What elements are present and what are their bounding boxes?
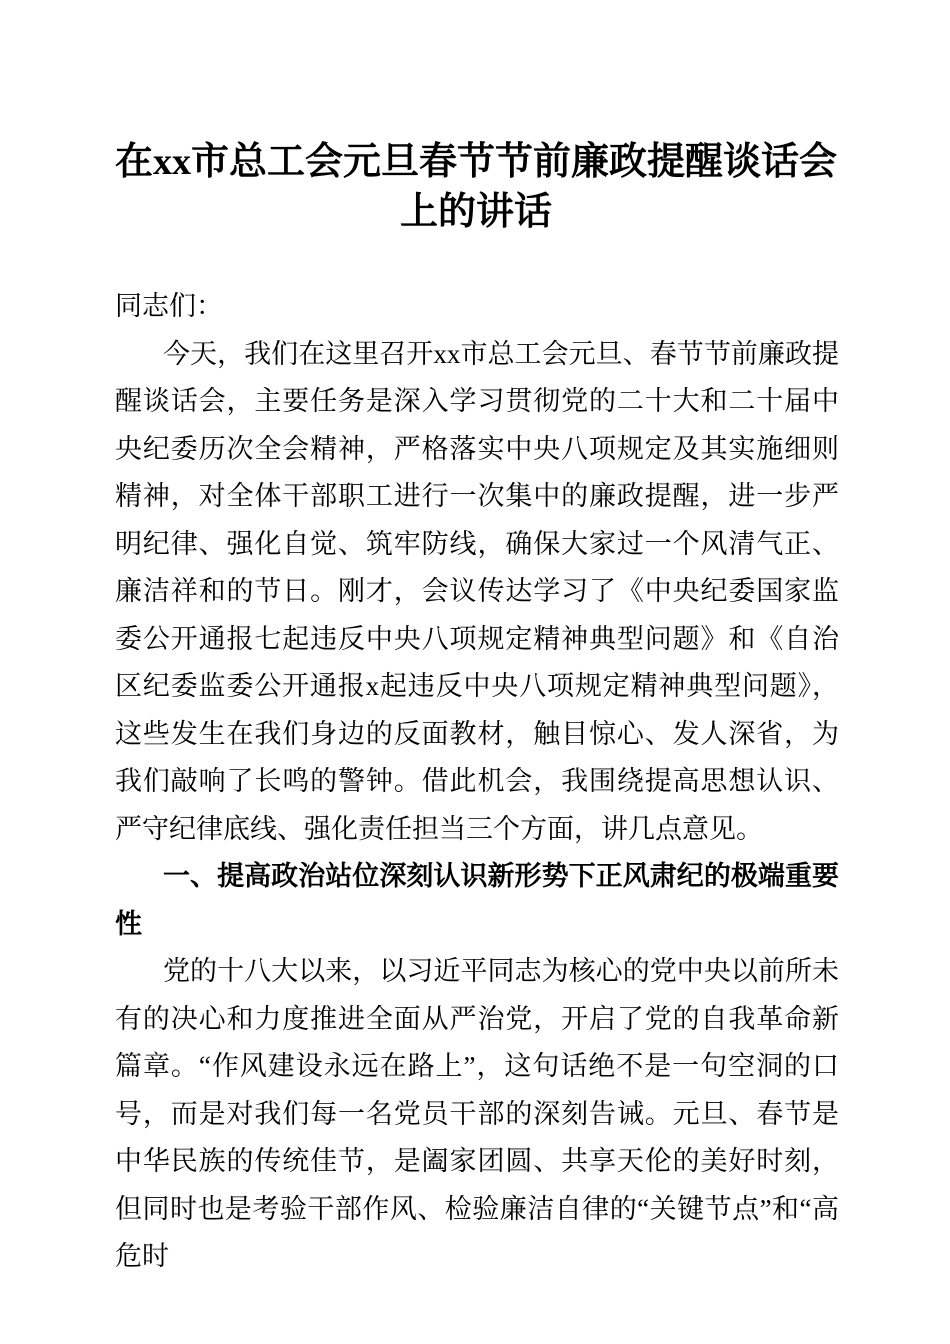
paragraph-opening: 今天，我们在这里召开xx市总工会元旦、春节节前廉政提醒谈话会，主要任务是深入学习贯彻党的二十大和二十届中央纪委历次全会精神，严格落实中央八项规定及其实施细则精神，对全体干部职工进行一次集中的廉政提醒，进一步严明纪律、强化自觉、筑牢防线，确保大家过一个风清气正、廉洁祥和的节日。刚才，会议传达学习了《中央纪委国家监委公开通报七起违反中央八项规定精神典型问题》和《自治区纪委监委公开通报x起违反中央八项规定精神典型问题》，这些发生在我们身边的反面教材，触目惊心、发人深省，为我们敲响了长鸣的警钟。借此机会，我围绕提高思想认识、严守纪律底线、强化责任担当三个方面，讲几点意见。 [115, 338, 839, 844]
salutation: 同志们： [115, 291, 223, 321]
paragraph-section-1: 党的十八大以来，以习近平同志为核心的党中央以前所未有的决心和力度推进全面从严治党，开启了党的自我革命新篇章。“作风建设永远在路上”，这句话绝不是一句空洞的口号，而是对我们每一名党员干部的深刻告诫。元旦、春节是中华民族的传统佳节，是阖家团圆、共享天伦的美好时刻，但同时也是考验干部作风、检验廉洁自律的“关键节点”和“高危时 [115, 956, 839, 1271]
document-title-line-2: 上的讲话 [399, 191, 552, 233]
section-heading-1: 一、提高政治站位深刻认识新形势下正风肃纪的极端重要性 [115, 861, 839, 939]
document-title [115, 137, 837, 237]
document-title-line-1: 在xx市总工会元旦春节节前廉政提醒谈话会 [115, 141, 838, 183]
document-body [115, 283, 839, 1281]
